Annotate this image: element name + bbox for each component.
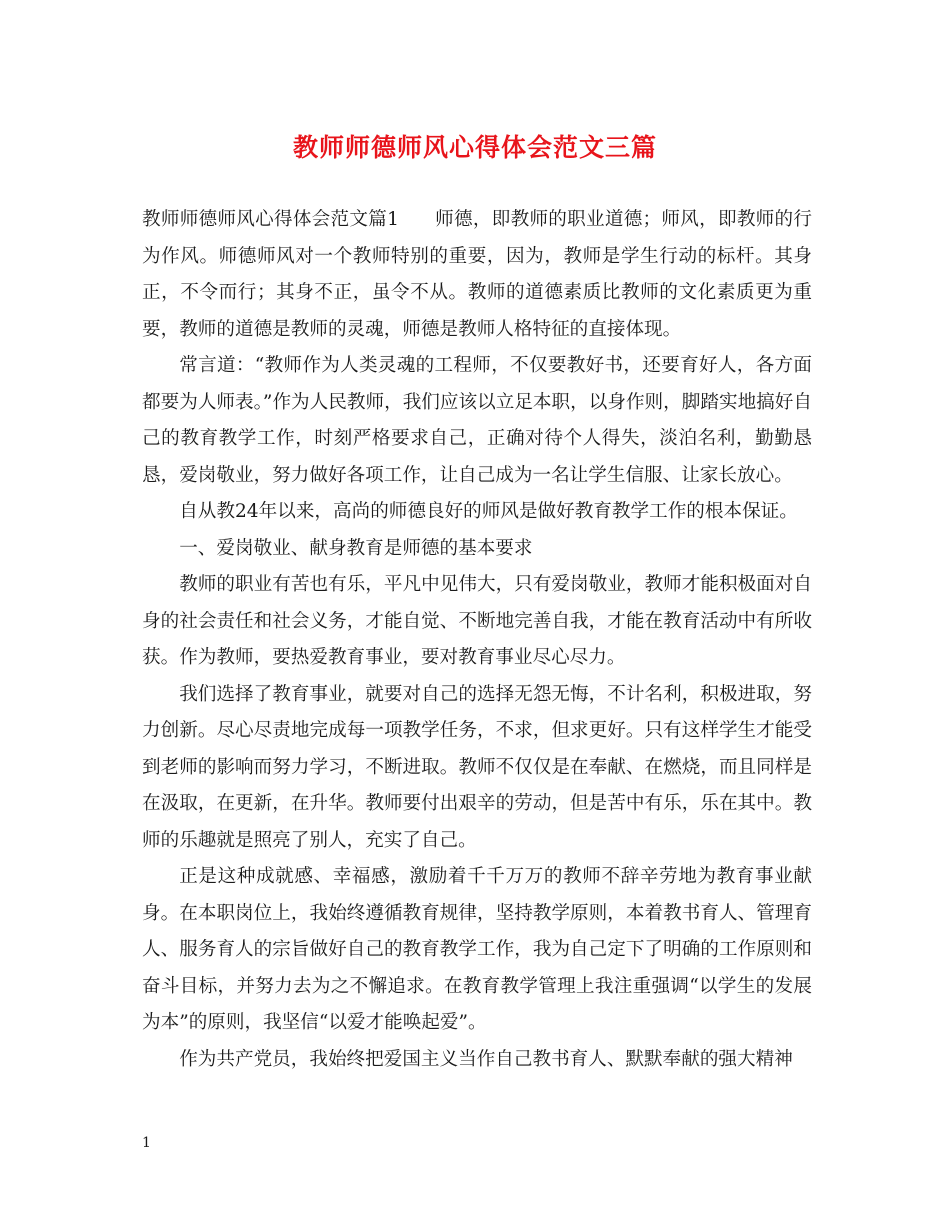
section-heading-1: 一、爱岗敬业、献身教育是师德的基本要求: [179, 537, 533, 559]
paragraph-6: 正是这种成就感、幸福感，激励着千千万万的教师不辞辛劳地为教育事业献身。在本职岗位上，我始终遵循教育规律，坚持教学原则，本着教书育人、管理育人、服务育人的宗旨做好自己的教育教学工作，我为自己定下了明确的工作原则和奋斗目标，并努力去为之不懈追求。在教育教学管理上我注重强调“以学生的发展为本”的原则，我坚信“以爱才能唤起爱”。: [142, 866, 812, 1033]
paragraph-5: 我们选择了教育事业，就要对自己的选择无怨无悔，不计名利，积极进取，努力创新。尽心尽责地完成每一项教学任务，不求，但求更好。只有这样学生才能受到老师的影响而努力学习，不断进取。教师不仅仅是在奉献、在燃烧，而且同样是在汲取，在更新，在升华。教师要付出艰辛的劳动，但是苦中有乐，乐在其中。教师的乐趣就是照亮了别人，充实了自己。: [142, 683, 812, 851]
paragraph-4: 教师的职业有苦也有乐，平凡中见伟大，只有爱岗敬业，教师才能积极面对自身的社会责任和社会义务，才能自觉、不断地完善自我，才能在教育活动中有所收获。作为教师，要热爱教育事业，要对教育事业尽心尽力。: [142, 574, 812, 668]
paragraph-1: [142, 202, 812, 348]
paragraph-1-text: 师德，即教师的职业道德；师风，即教师的行为作风。师德师风对一个教师特别的重要，因为，教师是学生行动的标杆。其身正，不令而行；其身不正，虽令不从。教师的道德素质比教师的文化素质更为重要，教师的道德是教师的灵魂，师德是教师人格特征的直接体现。: [142, 209, 812, 340]
paragraph-3: 自从教24年以来，高尚的师德良好的师风是做好教育教学工作的根本保证。: [179, 501, 798, 522]
page-number: 1: [142, 1135, 151, 1151]
document-title: 教师师德师风心得体会范文三篇: [292, 133, 657, 162]
document-body: [142, 202, 812, 1078]
paragraph-2: 常言道：“教师作为人类灵魂的工程师，不仅要教好书，还要育好人，各方面都要为人师表。”作为人民教师，我们应该以立足本职，以身作则，脚踏实地搞好自己的教育教学工作，时刻严格要求自己，正确对待个人得失，淡泊名利，勤勤恳恳，爱岗敬业，努力做好各项工作，让自己成为一名让学生信服、让家长放心。: [142, 355, 812, 486]
paragraph-7: 作为共产党员，我始终把爱国主义当作自己教书育人、默默奉献的强大精神: [179, 1048, 793, 1070]
section-heading: 教师师德师风心得体会范文篇1: [142, 209, 399, 230]
